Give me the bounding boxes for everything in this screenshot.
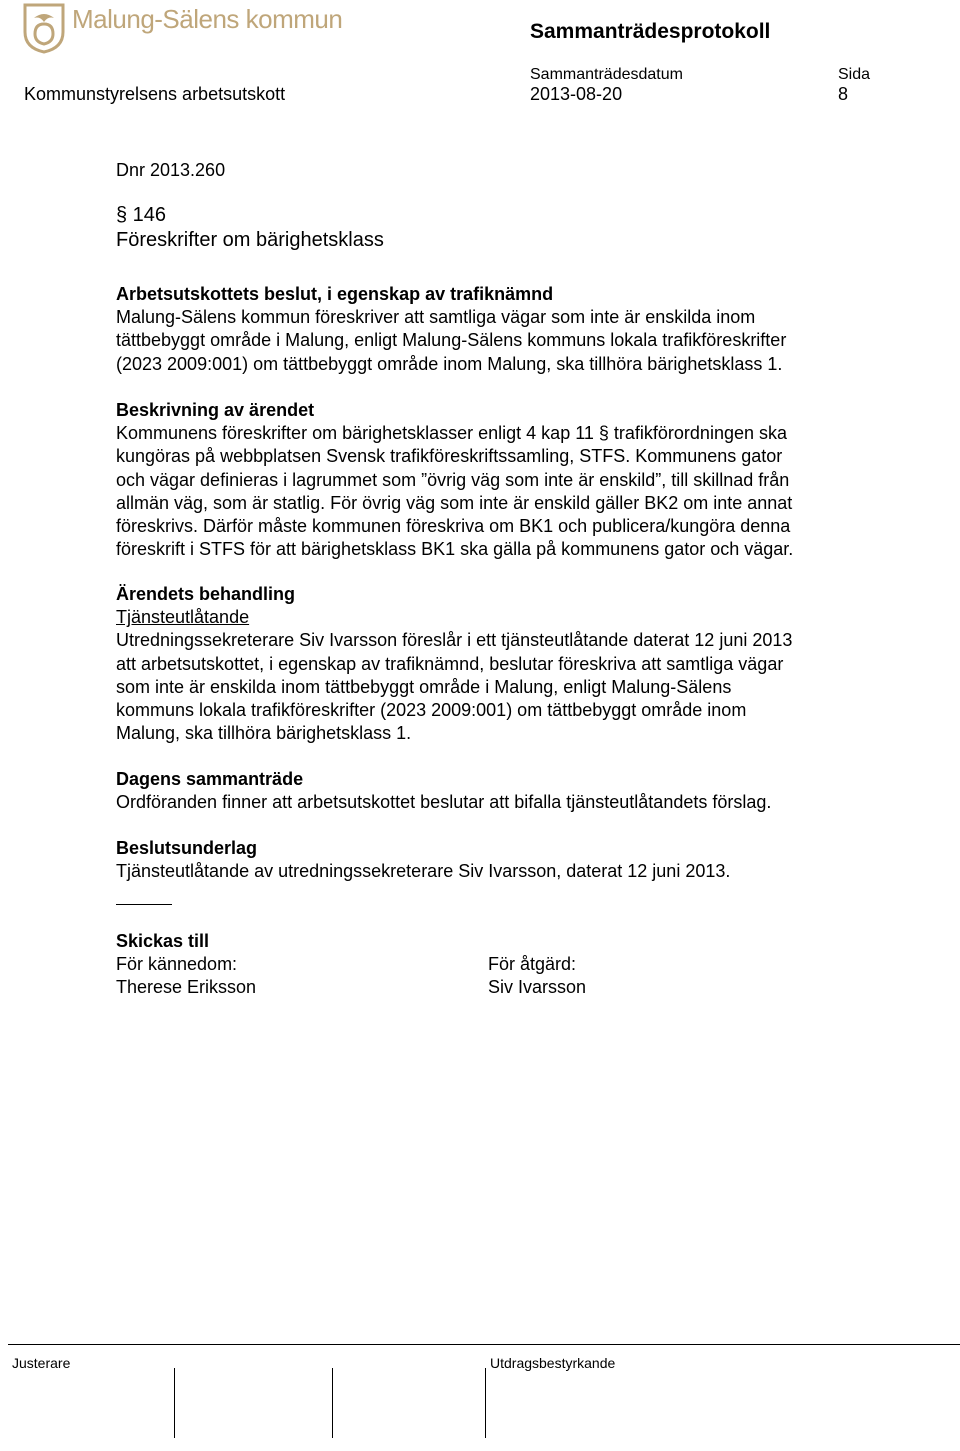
description-line: föreskrift i STFS för att bärighetsklass BK1 ska gälla på kommunens gator och vägar. <box>116 539 794 560</box>
section-number: § 146 <box>116 204 167 226</box>
decision-line: Malung-Sälens kommun föreskriver att samtliga vägar som inte är enskilda inom <box>116 307 756 328</box>
page-label: Sida <box>838 66 871 83</box>
handling-line: att arbetsutskottet, i egenskap av trafiknämnd, beslutar föreskriva att samtliga vägar <box>116 653 784 674</box>
meeting-date: 2013-08-20 <box>530 84 623 104</box>
action-recipient: Siv Ivarsson <box>488 977 587 998</box>
meeting-section <box>116 768 886 814</box>
handling-section <box>116 583 886 745</box>
info-recipient: Therese Eriksson <box>116 977 257 998</box>
adjuster-label: Justerare <box>12 1355 71 1371</box>
handling-heading: Ärendets behandling <box>116 584 296 604</box>
description-line: allmän väg, som är statlig. För övrig väg som inte är enskild gäller BK2 om inte annat <box>116 492 793 513</box>
decision-heading: Arbetsutskottets beslut, i egenskap av trafiknämnd <box>116 284 554 304</box>
committee-name: Kommunstyrelsens arbetsutskott <box>24 84 286 104</box>
signature-divider <box>485 1368 486 1438</box>
send-to-heading: Skickas till <box>116 931 210 951</box>
decision-line: tättbebyggt område i Malung, enligt Malung-Sälens kommuns lokala trafikföreskrifter <box>116 330 787 351</box>
document-title: Sammanträdesprotokoll <box>530 20 771 43</box>
signature-divider <box>174 1368 175 1438</box>
meeting-heading: Dagens sammanträde <box>116 769 304 789</box>
decision-section <box>116 283 886 376</box>
extract-certifier-label: Utdragsbestyrkande <box>490 1355 616 1371</box>
handling-line: som inte är enskilda inom tättbebyggt område i Malung, enligt Malung-Sälens <box>116 676 732 697</box>
description-line: föreskrivs. Därför måste kommunen föreskriva om BK1 och publicera/kungöra denna <box>116 516 791 537</box>
municipality-logo <box>22 2 66 54</box>
basis-section <box>116 837 886 883</box>
handling-subheading: Tjänsteutlåtande <box>116 607 250 628</box>
meeting-text: Ordföranden finner att arbetsutskottet beslutar att bifalla tjänsteutlåtandets förslag. <box>116 792 772 813</box>
description-heading: Beskrivning av ärendet <box>116 400 315 420</box>
description-line: och vägar definieras i lagrummet som ”övrig väg som inte är enskild”, till skillnad från <box>116 469 790 490</box>
brand-name: Malung-Sälens kommun <box>72 4 343 34</box>
handling-line: kommuns lokala trafikföreskrifter (2023 2009:001) om tättbebyggt område inom <box>116 700 747 721</box>
description-line: Kommunens föreskrifter om bärighetsklasser enligt 4 kap 11 § trafikförordningen ska <box>116 423 787 444</box>
basis-heading: Beslutsunderlag <box>116 838 258 858</box>
basis-text: Tjänsteutlåtande av utredningssekreterare Siv Ivarsson, daterat 12 juni 2013. <box>116 861 731 882</box>
date-label: Sammanträdesdatum <box>530 66 683 83</box>
page-number: 8 <box>838 84 849 104</box>
action-label: För åtgärd: <box>488 954 577 974</box>
description-section <box>116 399 886 561</box>
case-number: Dnr 2013.260 <box>116 160 226 180</box>
decision-line: (2023 2009:001) om tättbebyggt område inom Malung, ska tillhöra bärighetsklass 1. <box>116 353 783 374</box>
send-to-info-column <box>116 953 256 999</box>
signature-divider <box>332 1368 333 1438</box>
handling-line: Utredningssekreterare Siv Ivarsson föreslår i ett tjänsteutlåtande daterat 12 juni 2013 <box>116 630 793 651</box>
footer-rule <box>8 1344 960 1345</box>
separator-line <box>116 904 172 905</box>
info-label: För kännedom: <box>116 954 238 974</box>
send-to-action-column <box>488 953 586 999</box>
description-line: kungöras på webbplatsen Svensk trafikföreskriftssamling, STFS. Kommunens gator <box>116 446 783 467</box>
section-title: Föreskrifter om bärighetsklass <box>116 229 384 251</box>
handling-line: Malung, ska tillhöra bärighetsklass 1. <box>116 723 412 744</box>
